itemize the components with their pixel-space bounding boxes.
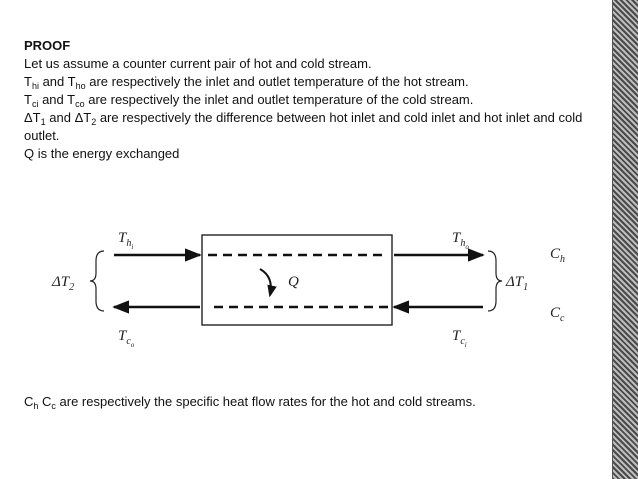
cold-temperature-line: $T_{ci}$ and $T_{co}$ are respectively the inlet and outlet temperature of the cold stream. bbox=[24, 92, 474, 109]
heat-flow-rate-line: $C_h$ $C_c$ are respectively the specific heat flow rates for the hot and cold streams. bbox=[24, 394, 476, 411]
delta-t1-label: $\Delta T_1$ bbox=[506, 274, 529, 293]
slide-heading: PROOF bbox=[24, 38, 71, 53]
cold-outlet-label: $T_{co}$ bbox=[118, 328, 135, 349]
proof-text-block bbox=[24, 37, 604, 163]
energy-q-label: Q bbox=[288, 274, 299, 290]
intro-line: Let us assume a counter current pair of hot and cold stream. bbox=[24, 56, 372, 71]
hot-heat-capacity-label: $C_h$ bbox=[550, 246, 566, 265]
energy-line: Q is the energy exchanged bbox=[24, 146, 180, 161]
left-brace bbox=[90, 251, 104, 311]
hot-temperature-line: $T_{hi}$ and $T_{ho}$ are respectively the inlet and outlet temperature of the hot stream. bbox=[24, 74, 469, 91]
cold-heat-capacity-label: $C_c$ bbox=[550, 305, 565, 324]
heat-exchanger-diagram bbox=[48, 215, 588, 355]
cold-inlet-label: $T_{ci}$ bbox=[452, 328, 467, 349]
hot-outlet-label: $T_{ho}$ bbox=[452, 230, 469, 251]
heat-flow-arc-icon bbox=[260, 269, 271, 295]
decorative-side-strip bbox=[612, 0, 638, 479]
right-brace bbox=[488, 251, 502, 311]
delta-t-line: $\Delta T_1$ and $\Delta T_2$ are respectively the difference between hot inlet and cold inlet and hot inlet and cold outlet. bbox=[24, 110, 583, 143]
hot-inlet-label: $T_{hi}$ bbox=[118, 230, 134, 251]
delta-t2-label: $\Delta T_2$ bbox=[52, 274, 75, 293]
